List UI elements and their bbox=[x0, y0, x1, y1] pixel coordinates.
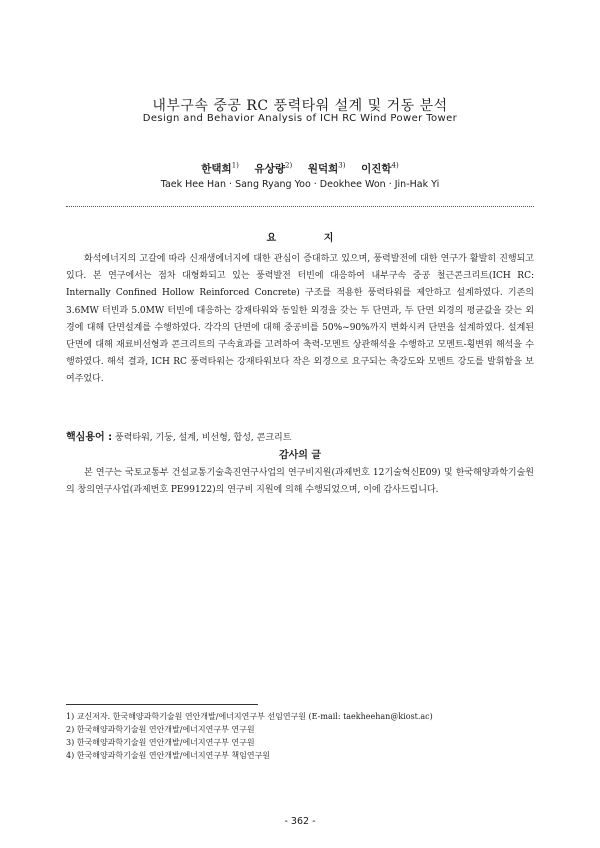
author-name: 이진학 bbox=[361, 163, 392, 175]
page-number: - 362 - bbox=[284, 816, 316, 827]
acknowledgement-text: 본 연구는 국토교통부 건설교통기술촉진연구사업의 연구비지원(과제번호 12기술혁신E09) 및 한국해양과학기술원의 창의연구사업(과제번호 PE99122)의 연구비 지원에 의해 수행되었으며, 이에 감사드립니다. bbox=[66, 468, 534, 496]
author-mark: 3) bbox=[338, 161, 346, 170]
author-1 bbox=[201, 163, 239, 175]
acknowledgement-heading: 감사의 글 bbox=[278, 450, 322, 461]
footnote-rule bbox=[66, 704, 258, 705]
abstract-text: 화석에너지의 고갈에 따라 신재생에너지에 대한 관심이 증대하고 있으며, 풍력발전에 대한 연구가 활발히 진행되고 있다. 본 연구에서는 점차 대형화되고 있는 풍력발전 터빈에 대응하여 내부구속 중공 철근콘크리트(ICH RC: Internally Confined Hollow Reinforced Concrete) 구조를 적용한 풍력타워를 제안하고 설계하였다. 기존의 3.6MW 터빈과 5.0MW 터빈에 대응하는 강재타워와 동일한 외경을 갖는 두 단면과, 두 단면 외경의 평균값을 갖는 외경에 대해 단면설계를 수행하였다. 각각의 단면에 대해 중공비를 50%~90%까지 변화시켜 단면을 설계하였다. 설계된 단면에 대해 재료비선형과 콘크리트의 구속효과를 고려하여 축력-모멘트 상관해석을 수행하고 모멘트-횡변위 해석을 수행하였다. 해석 결과, ICH RC 풍력타워는 강재타워보다 작은 외경으로 요구되는 축강도와 모멘트 강도를 발휘함을 보여주었다. bbox=[66, 254, 534, 385]
author-name: 한택희 bbox=[201, 163, 232, 175]
keywords-text: 풍력타워, 기둥, 설계, 비선형, 합성, 콘크리트 bbox=[115, 433, 292, 443]
author-name: 원덕희 bbox=[307, 163, 339, 175]
title-korean: 내부구속 중공 RC 풍력타워 설계 및 거동 분석 bbox=[152, 98, 448, 114]
section-divider bbox=[66, 206, 534, 207]
author-mark: 4) bbox=[391, 161, 399, 170]
footnotes bbox=[66, 710, 433, 762]
author-3 bbox=[308, 163, 346, 175]
footnote-1: 1) 교신저자. 한국해양과학기술원 연안개발/에너지연구부 선임연구원 (E-mail: taekheehan@kiost.ac) bbox=[66, 712, 433, 721]
author-4 bbox=[361, 163, 399, 175]
footnote-3: 3) 한국해양과학기술원 연안개발/에너지연구부 연구원 bbox=[66, 738, 255, 747]
authors-english: Taek Hee Han · Sang Ryang Yoo · Deokhee Won · Jin-Hak Yi bbox=[160, 179, 440, 190]
footnote-2: 2) 한국해양과학기술원 연안개발/에너지연구부 연구원 bbox=[66, 725, 255, 734]
author-mark: 2) bbox=[284, 161, 293, 170]
footnote-4: 4) 한국해양과학기술원 연안개발/에너지연구부 책임연구원 bbox=[66, 751, 271, 760]
author-mark: 1) bbox=[231, 161, 239, 170]
title-english: Design and Behavior Analysis of ICH RC Wind Power Tower bbox=[142, 113, 458, 124]
authors-korean bbox=[0, 161, 600, 176]
author-name: 유상량 bbox=[254, 163, 285, 175]
abstract-heading: 요 지 bbox=[266, 233, 356, 244]
author-2 bbox=[255, 163, 293, 175]
keywords bbox=[66, 428, 291, 443]
keywords-label: 핵심용어 : bbox=[66, 432, 113, 443]
